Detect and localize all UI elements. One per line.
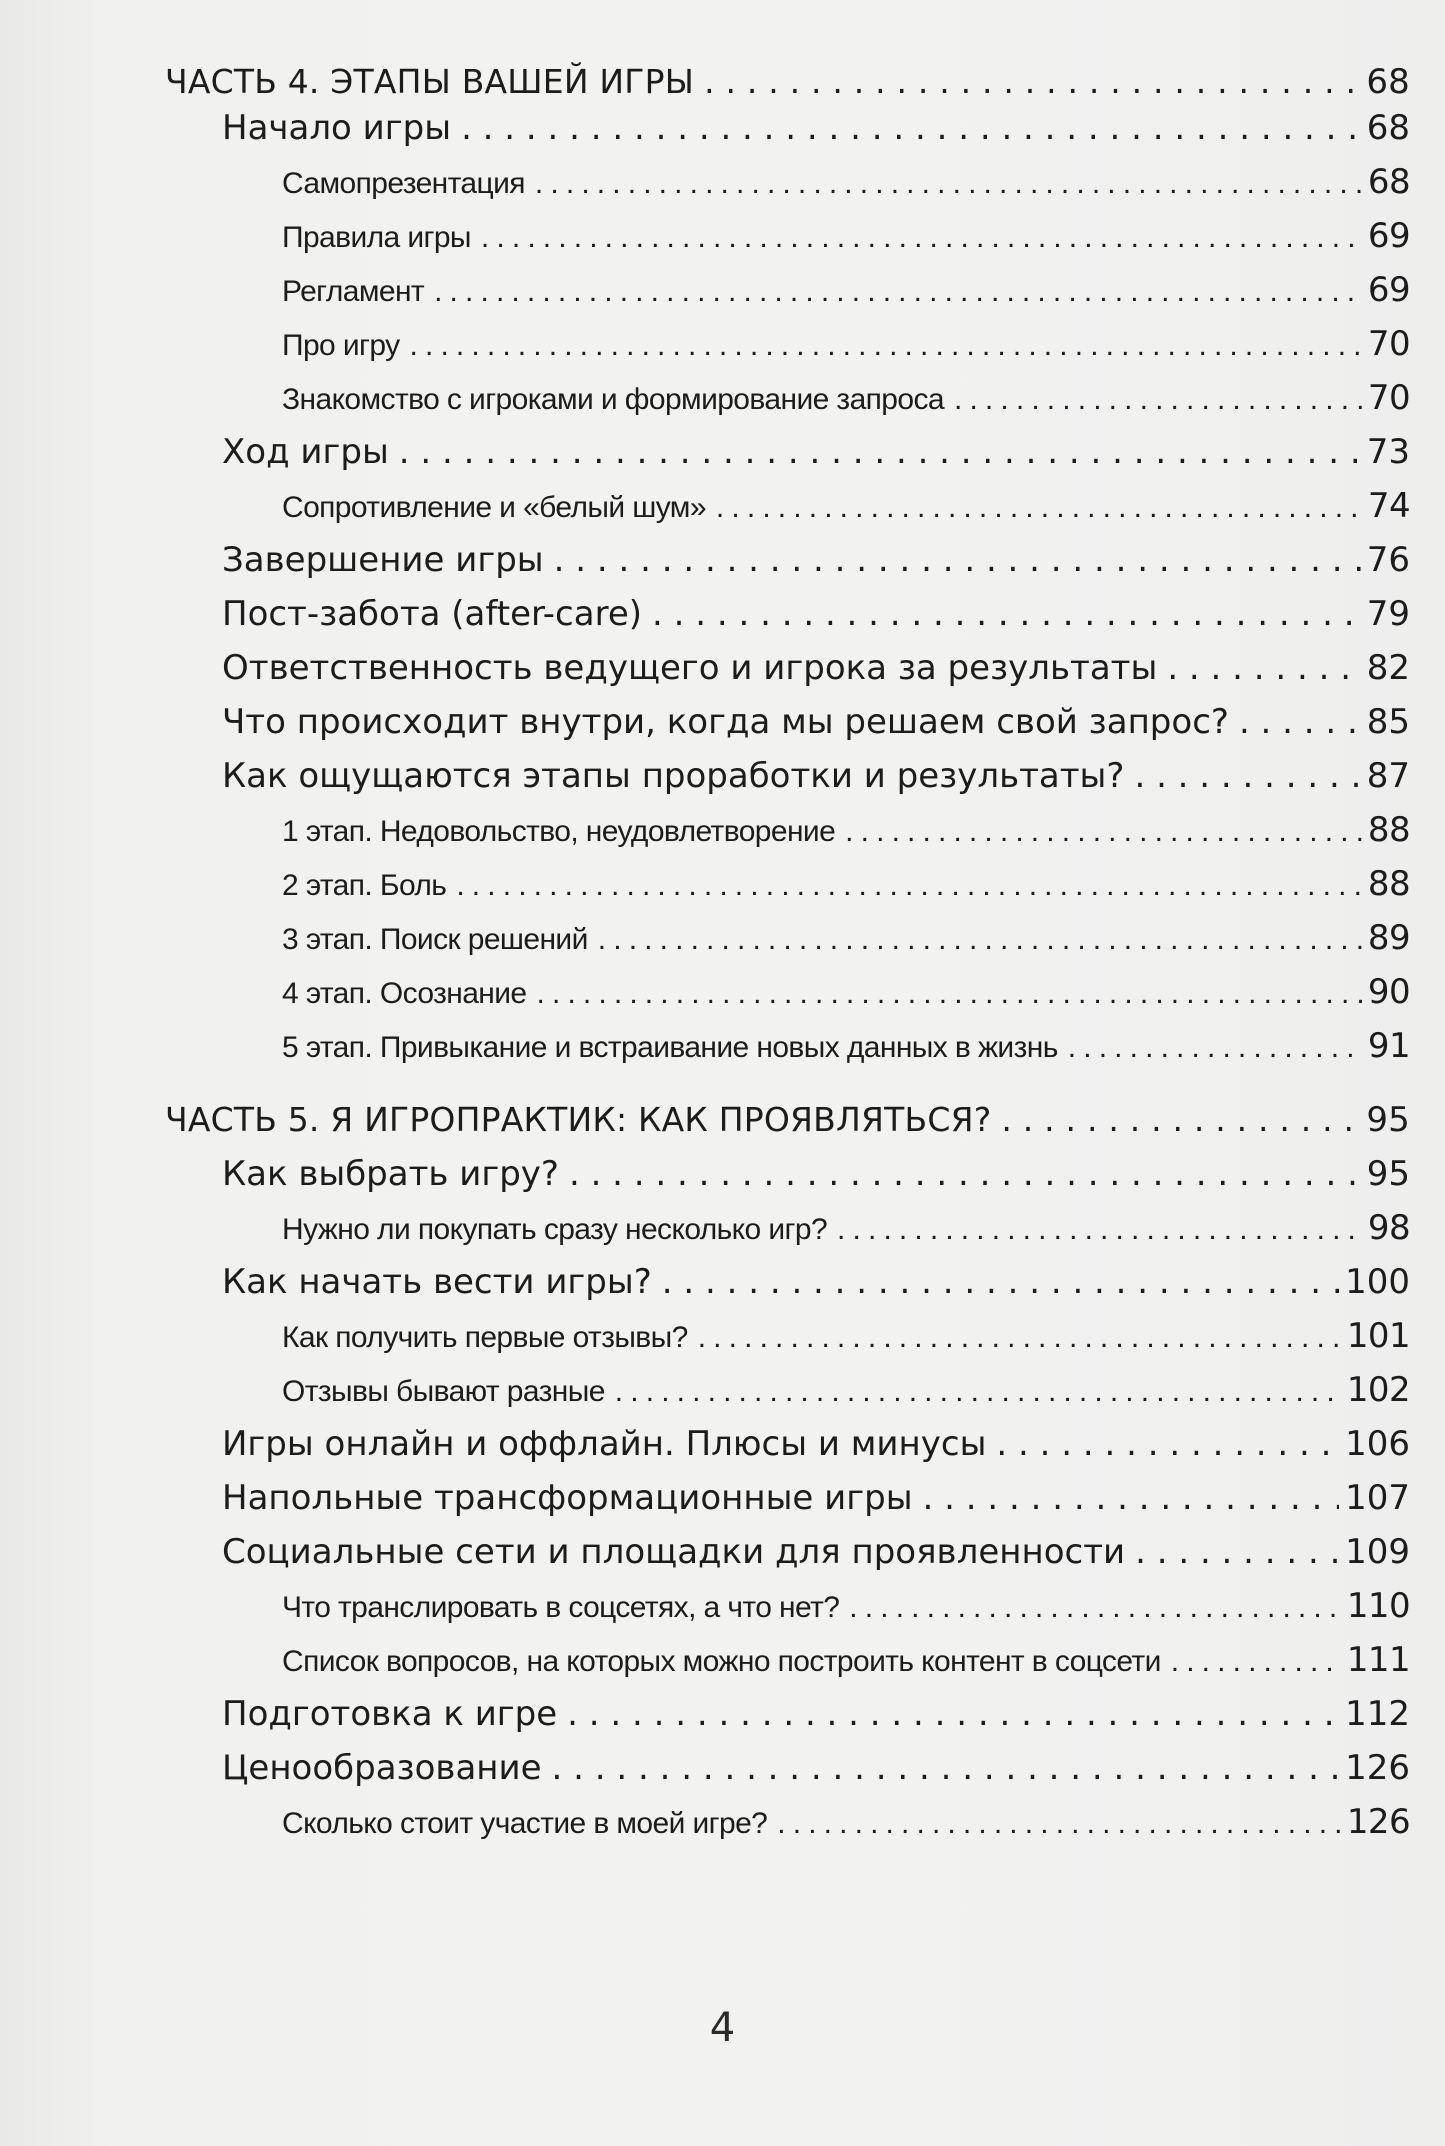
toc-entry-h2 (222, 1748, 1410, 1788)
toc-entry-page: 69 (1367, 270, 1410, 310)
toc-entry-part (165, 62, 1410, 102)
toc-entry-title: Нужно ли покупать сразу несколько игр? (282, 1213, 828, 1246)
dot-leader (569, 1154, 1361, 1194)
dot-leader (399, 432, 1361, 472)
toc-entry-title: Как выбрать игру? (222, 1154, 559, 1194)
dot-leader (1171, 1645, 1341, 1679)
toc-entry-page: 70 (1367, 378, 1410, 418)
toc-entry-part (165, 1100, 1410, 1140)
toc-entry-page: 101 (1346, 1316, 1410, 1356)
toc-entry-page: 111 (1346, 1640, 1410, 1680)
dot-leader (652, 594, 1361, 634)
toc-entry-page: 88 (1367, 810, 1410, 850)
toc-entry-page: 73 (1366, 432, 1410, 472)
toc-entry-h2 (222, 648, 1410, 688)
toc-entry-page: 85 (1366, 702, 1410, 742)
dot-leader (410, 329, 1362, 363)
toc-entry-page: 100 (1345, 1262, 1410, 1302)
toc-entry-page: 69 (1367, 216, 1410, 256)
toc-entry-h3 (282, 1640, 1410, 1680)
toc-entry-title: Сколько стоит участие в моей игре? (282, 1807, 768, 1840)
toc-entry-page: 107 (1345, 1478, 1410, 1518)
toc-entry-title: Что транслировать в соцсетях, а что нет? (282, 1591, 840, 1624)
toc-entry-page: 110 (1346, 1586, 1410, 1626)
dot-leader (996, 1424, 1339, 1464)
dot-leader (461, 108, 1361, 148)
toc-entry-h3 (282, 1316, 1410, 1356)
toc-entry-title: Список вопросов, на которых можно построить контент в соцсети (282, 1645, 1161, 1678)
toc-entry-title: Подготовка к игре (222, 1694, 558, 1734)
toc-entry-page: 106 (1345, 1424, 1410, 1464)
toc-entry-title: ЧАСТЬ 4. ЭТАПЫ ВАШЕЙ ИГРЫ (165, 62, 695, 101)
toc-entry-h3 (282, 162, 1410, 202)
dot-leader (567, 1694, 1339, 1734)
toc-entry-page: 68 (1367, 162, 1410, 202)
dot-leader (1167, 648, 1360, 688)
toc-entry-h3 (282, 918, 1410, 958)
toc-entry-page: 95 (1366, 1154, 1410, 1194)
dot-leader (535, 167, 1362, 201)
toc-entry-title: 4 этап. Осознание (282, 977, 527, 1010)
dot-leader (481, 221, 1362, 255)
toc-entry-h2 (222, 1154, 1410, 1194)
dot-leader (434, 275, 1362, 309)
toc-entry-page: 89 (1367, 918, 1410, 958)
toc-entry-h2 (222, 1694, 1410, 1734)
toc-entry-h3 (282, 972, 1410, 1012)
toc-entry-h2 (222, 756, 1410, 796)
toc-entry-page: 95 (1366, 1100, 1410, 1140)
toc-entry-h3 (282, 810, 1410, 850)
toc-entry-title: Сопротивление и «белый шум» (282, 491, 706, 524)
toc-entry-title: Социальные сети и площадки для проявленности (222, 1532, 1126, 1572)
toc-entry-page: 70 (1367, 324, 1410, 364)
dot-leader (698, 1321, 1341, 1355)
toc-entry-page: 88 (1367, 864, 1410, 904)
dot-leader (552, 1748, 1340, 1788)
dot-leader (662, 1262, 1339, 1302)
toc-entry-page: 76 (1366, 540, 1410, 580)
toc-entry-page: 87 (1366, 756, 1410, 796)
dot-leader (954, 383, 1362, 417)
toc-entry-title: Регламент (282, 275, 425, 308)
dot-leader (837, 1213, 1362, 1247)
toc-entry-title: Ценообразование (222, 1748, 542, 1788)
dot-leader (704, 62, 1360, 101)
toc-entry-title: 2 этап. Боль (282, 869, 447, 902)
dot-leader (849, 1591, 1341, 1625)
toc-entry-page: 74 (1367, 486, 1410, 526)
toc-entry-h3 (282, 1208, 1410, 1248)
dot-leader (845, 815, 1362, 849)
toc-entry-h2 (222, 432, 1410, 472)
toc-entry-h2 (222, 540, 1410, 580)
dot-leader (1001, 1100, 1360, 1139)
dot-leader (1135, 1532, 1339, 1572)
toc-entry-h3 (282, 1802, 1410, 1842)
toc-entry-page: 126 (1346, 1802, 1410, 1842)
dot-leader (554, 540, 1361, 580)
dot-leader (1068, 1031, 1362, 1065)
toc-entry-page: 82 (1366, 648, 1410, 688)
toc-entry-page: 98 (1367, 1208, 1410, 1248)
toc-entry-h3 (282, 378, 1410, 418)
toc-entry-title: 5 этап. Привыкание и встраивание новых данных в жизнь (282, 1031, 1058, 1064)
dot-leader (598, 923, 1362, 957)
toc-entry-page: 112 (1345, 1694, 1410, 1734)
toc-entry-title: Про игру (282, 329, 400, 362)
toc-entry-h2 (222, 108, 1410, 148)
dot-leader (537, 977, 1362, 1011)
toc-entry-title: Знакомство с игроками и формирование запроса (282, 383, 944, 416)
toc-entry-h2 (222, 1532, 1410, 1572)
dot-leader (1239, 702, 1361, 742)
toc-entry-title: Отзывы бывают разные (282, 1375, 605, 1408)
toc-entry-title: Напольные трансформационные игры (222, 1478, 913, 1518)
toc-entry-h2 (222, 1478, 1410, 1518)
toc-entry-page: 68 (1366, 108, 1410, 148)
toc-entry-h2 (222, 1424, 1410, 1464)
toc-entry-h3 (282, 1586, 1410, 1626)
toc-entry-title: Завершение игры (222, 540, 544, 580)
toc-entry-page: 126 (1345, 1748, 1410, 1788)
toc-entry-title: Начало игры (222, 108, 452, 148)
toc-entry-h3 (282, 1026, 1410, 1066)
dot-leader (923, 1478, 1340, 1518)
toc-entry-h2 (222, 1262, 1410, 1302)
toc-entry-page: 91 (1367, 1026, 1410, 1066)
toc-entry-title: Как ощущаются этапы проработки и результаты? (222, 756, 1125, 796)
dot-leader (615, 1375, 1341, 1409)
page-number: 4 (709, 2005, 736, 2051)
dot-leader (456, 869, 1362, 903)
toc-entry-title: Игры онлайн и оффлайн. Плюсы и минусы (222, 1424, 987, 1464)
toc-entry-title: 1 этап. Недовольство, неудовлетворение (282, 815, 836, 848)
toc-entry-title: Самопрезентация (282, 167, 525, 200)
toc-entry-h2 (222, 702, 1410, 742)
toc-entry-page: 109 (1345, 1532, 1410, 1572)
toc-entry-h3 (282, 216, 1410, 256)
toc-entry-title: 3 этап. Поиск решений (282, 923, 588, 956)
toc-entry-title: Как получить первые отзывы? (282, 1321, 688, 1354)
toc-entry-h3 (282, 864, 1410, 904)
toc-entry-page: 68 (1366, 62, 1410, 102)
dot-leader (1134, 756, 1360, 796)
toc-entry-h3 (282, 270, 1410, 310)
toc-entry-page: 79 (1366, 594, 1410, 634)
toc-entry-page: 102 (1346, 1370, 1410, 1410)
toc-entry-title: ЧАСТЬ 5. Я ИГРОПРАКТИК: КАК ПРОЯВЛЯТЬСЯ? (165, 1100, 992, 1139)
toc-entry-title: Ответственность ведущего и игрока за результаты (222, 648, 1158, 688)
toc-entry-h2 (222, 594, 1410, 634)
toc-entry-h3 (282, 486, 1410, 526)
toc-entry-title: Пост-забота (after-care) (222, 594, 643, 634)
dot-leader (777, 1807, 1341, 1841)
toc-entry-h3 (282, 324, 1410, 364)
toc-entry-title: Ход игры (222, 432, 389, 472)
toc-entry-title: Правила игры (282, 221, 471, 254)
toc-entry-h3 (282, 1370, 1410, 1410)
toc-entry-title: Как начать вести игры? (222, 1262, 652, 1302)
dot-leader (716, 491, 1362, 525)
toc-entry-page: 90 (1367, 972, 1410, 1012)
toc-entry-title: Что происходит внутри, когда мы решаем свой запрос? (222, 702, 1229, 742)
